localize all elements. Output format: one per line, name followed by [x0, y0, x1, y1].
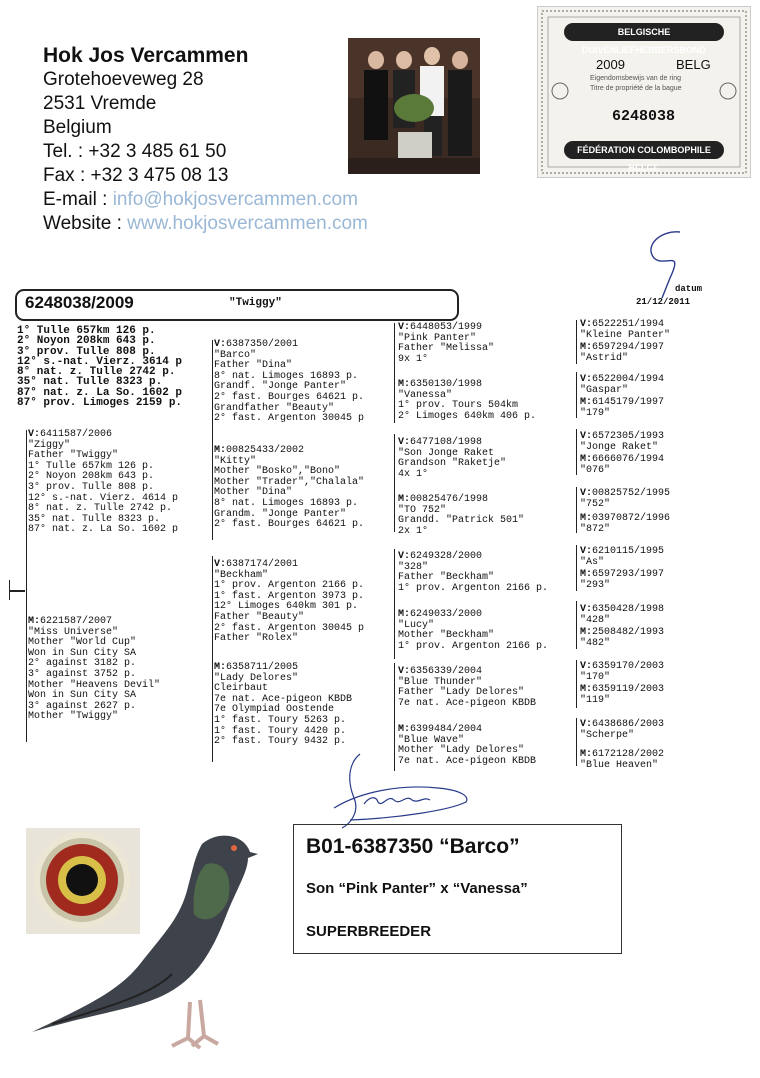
pigeon-title-bar	[15, 289, 459, 321]
pigeon-photo	[22, 824, 272, 1062]
cert-bottom-band: FÉDÉRATION COLOMBOPHILE BELGE	[564, 141, 724, 159]
email-link[interactable]: info@hokjosvercammen.com	[112, 189, 358, 210]
city: 2531 Vremde	[43, 93, 157, 114]
ownership-certificate	[537, 6, 751, 178]
gen3-1: V:6448053/1999 "Pink Panter" Father "Melissa" 9x 1°	[398, 322, 495, 365]
signature	[320, 748, 480, 830]
gen2-sire-sire: V:6387350/2001 "Barco" Father "Dina" 8° nat. Limoges 16893 p. Grandf. "Jonge Panter" 2° fast. Bourges 64621 p. Grandfather "Beauty" 2° fast. Argenton 30045 p	[214, 339, 365, 425]
website-link[interactable]: www.hokjosvercammen.com	[127, 213, 368, 234]
loft-name: Hok Jos Vercammen	[43, 44, 249, 67]
gen3-4: M:00825476/1998 "TO 752" Grandd. "Patrick 501" 2x 1°	[398, 494, 525, 537]
pigeon-name: "Twiggy"	[229, 297, 282, 309]
datum-label: datum	[675, 284, 703, 294]
gen4-2: M:6597294/1997 "Astrid"	[580, 342, 665, 364]
country: Belgium	[43, 117, 112, 138]
website-row: Website : www.hokjosvercammen.com	[43, 213, 368, 234]
gen4-15: V:6438686/2003 "Scherpe"	[580, 719, 665, 741]
gen3-8: M:6399484/2004 "Blue Wave" Mother "Lady Delores" 7e nat. Ace-pigeon KBDB	[398, 724, 537, 767]
gen3-2: M:6350130/1998 "Vanessa" 1° prov. Tours 504km 2° Limoges 640km 406 p.	[398, 379, 537, 422]
gen4-12: M:2508482/1993 "482"	[580, 627, 665, 649]
cert-country: BELG	[676, 57, 711, 72]
gen4-4: M:6145179/1997 "179"	[580, 397, 665, 419]
gen4-1: V:6522251/1994 "Kleine Panter"	[580, 319, 671, 341]
gen4-13: V:6359170/2003 "170"	[580, 661, 665, 683]
telephone: Tel. : +32 3 485 61 50	[43, 141, 227, 162]
cert-top-band: BELGISCHE DUIVENLIEFHEBBERSBOND	[564, 23, 724, 41]
sire-block: V:6411587/2006 "Ziggy" Father "Twiggy" 1° Tulle 657km 126 p. 2° Noyon 208km 643 p. 3° prov. Tulle 808 p. 12° s.-nat. Vierz. 4614 p 8° nat. z. Tulle 2742 p. 35° nat. Tulle 8323 p. 87° nat. z. La So. 1602 p	[28, 429, 179, 536]
pen-scribble	[640, 228, 703, 300]
fax: Fax : +32 3 475 08 13	[43, 165, 229, 186]
gen4-16: M:6172128/2002 "Blue Heaven"	[580, 749, 665, 771]
cert-year: 2009	[596, 57, 625, 72]
cert-line-1: Eigendomsbewijs van de ring	[590, 75, 682, 82]
gen4-10: M:6597293/1997 "293"	[580, 569, 665, 591]
gen2-sire-dam: M:00825433/2002 "Kitty" Mother "Bosko","Bono" Mother "Trader","Chalala" Mother "Dina" 8° nat. Limoges 16893 p. Grandm. "Jonge Panter" 2° fast. Bourges 64621 p.	[214, 445, 365, 531]
gen4-5: V:6572305/1993 "Jonge Raket"	[580, 431, 665, 453]
cert-line-2: Titre de propriété de la bague	[590, 85, 682, 92]
gen4-11: V:6350428/1998 "428"	[580, 604, 665, 626]
cert-number: 6248038	[612, 108, 676, 125]
gen3-5: V:6249328/2000 "328" Father "Beckham" 1° prov. Argenton 2166 p.	[398, 551, 549, 594]
gen3-7: V:6356339/2004 "Blue Thunder" Father "Lady Delores" 7e nat. Ace-pigeon KBDB	[398, 666, 537, 709]
gen3-6: M:6249033/2000 "Lucy" Mother "Beckham" 1° prov. Argenton 2166 p.	[398, 609, 549, 652]
gen3-3: V:6477108/1998 "Son Jonge Raket Grandson "Raketje" 4x 1°	[398, 437, 507, 480]
gen4-9: V:6210115/1995 "As"	[580, 546, 665, 568]
dam-block: M:6221587/2007 "Miss Universe" Mother "World Cup" Won in Sun City SA 2° against 3182 p. 3° against 3752 p. Mother "Heavens Devil" Won in Sun City SA 3° against 2627 p. Mother "Twiggy"	[28, 616, 161, 723]
gen4-3: V:6522004/1994 "Gaspar"	[580, 374, 665, 396]
feature-box	[293, 824, 622, 954]
feature-subtitle: Son “Pink Panter” x “Vanessa”	[306, 880, 528, 897]
gen4-14: M:6359119/2003 "119"	[580, 684, 665, 706]
gen2-dam-dam: M:6358711/2005 "Lady Delores" Cleirbaut 7e nat. Ace-pigeon KBDB 7e Olympiad Oostende 1° fast. Toury 5263 p. 1° fast. Toury 4420 p. 2° fast. Toury 9432 p.	[214, 662, 353, 748]
gen4-8: M:03970872/1996 "872"	[580, 513, 671, 535]
feature-title: B01-6387350 “Barco”	[306, 835, 520, 858]
datum-value: 21/12/2011	[636, 297, 691, 307]
gen4-6: M:6666076/1994 "076"	[580, 454, 665, 476]
street: Grotehoeveweg 28	[43, 69, 204, 90]
email-row: E-mail : info@hokjosvercammen.com	[43, 189, 358, 210]
ring-number: 6248038/2009	[25, 293, 134, 312]
feature-tag: SUPERBREEDER	[306, 923, 432, 940]
gen2-dam-sire: V:6387174/2001 "Beckham" 1° prov. Argenton 2166 p. 1° fast. Argenton 3973 p. 12° Limoges 640km 301 p. Father "Beauty" 2° fast. Argenton 30045 p Father "Rolex"	[214, 559, 365, 645]
gen4-7: V:00825752/1995 "752"	[580, 488, 671, 510]
pigeon-results: 1° Tulle 657km 126 p. 2° Noyon 208km 643 p. 3° prov. Tulle 808 p. 12° s.-nat. Vierz. 3614 p 8° nat. z. Tulle 2742 p. 35° nat. Tulle 8323 p. 87° nat. z. La So. 1602 p 87° prov. Limoges 2159 p.	[17, 325, 183, 410]
family-photo	[348, 38, 480, 174]
loft-address	[43, 44, 368, 236]
